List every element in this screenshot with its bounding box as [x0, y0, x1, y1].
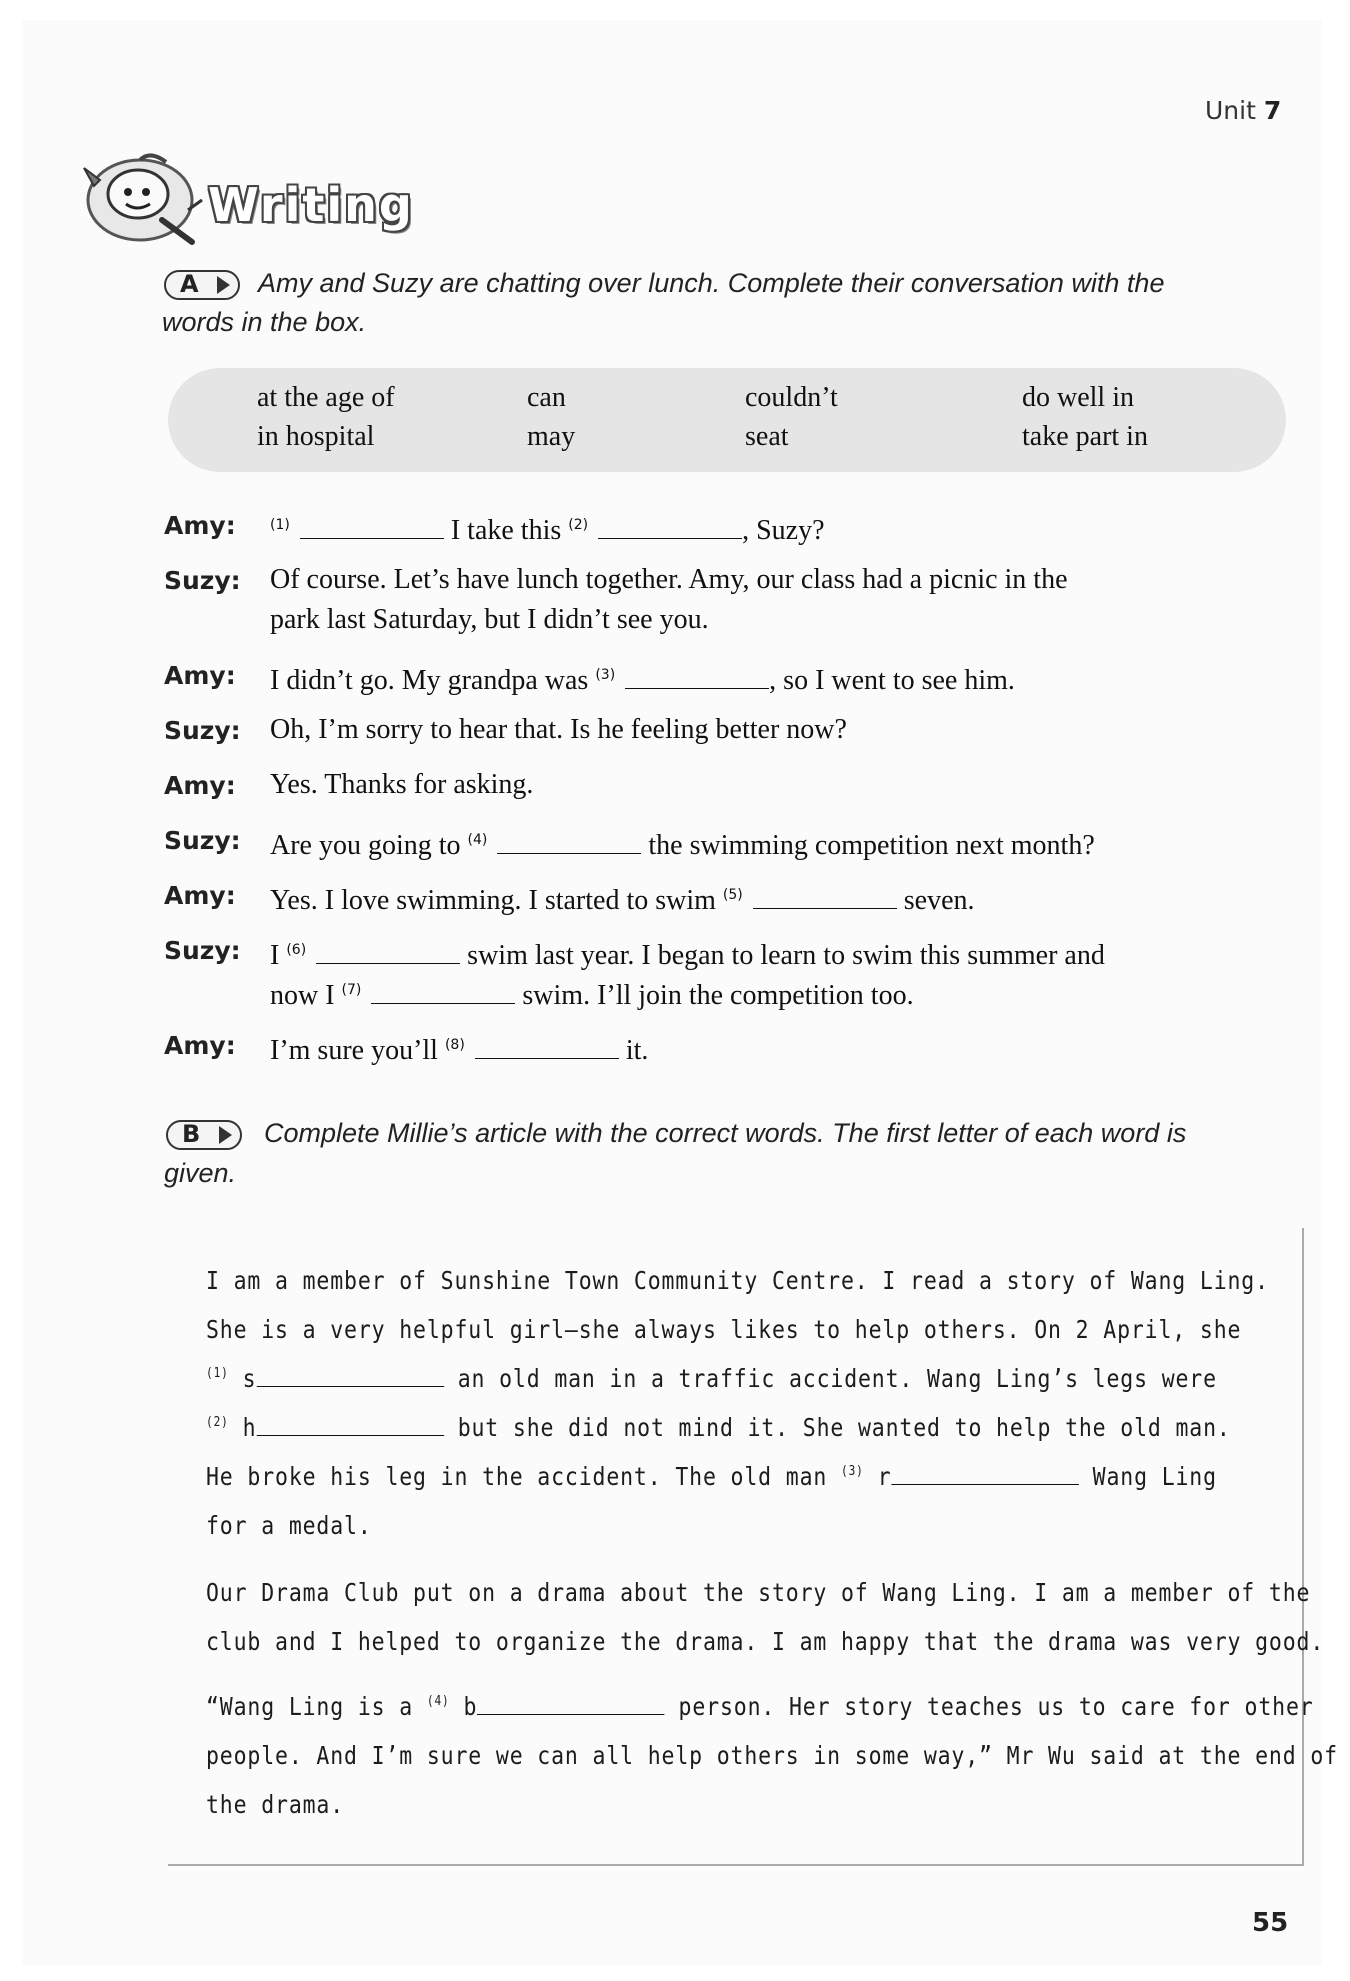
answer-blank-3[interactable]: [625, 666, 769, 689]
article-line: the drama.: [206, 1790, 345, 1819]
article-line: He broke his leg in the accident. The old man $^{(3)}$ r Wang Ling: [206, 1462, 1217, 1491]
speaker-label: Amy:: [164, 881, 236, 910]
article-line: people. And I’m sure we can all help others in some way,” Mr Wu said at the end of: [206, 1741, 1338, 1770]
speaker-label: Amy:: [164, 771, 236, 800]
word-item: do well in: [1022, 382, 1134, 413]
part-a-tag: A: [164, 270, 240, 300]
word-item: may: [527, 421, 576, 452]
article-line: She is a very helpful girl—she always likes to help others. On 2 April, she: [206, 1315, 1242, 1344]
part-b-tag: B: [166, 1120, 242, 1150]
dialogue-line: I didn’t go. My grandpa was $^{(3)}$ , so I went to see him.: [270, 665, 1015, 696]
dialogue-line: park last Saturday, but I didn’t see you.: [270, 604, 709, 635]
dialogue-line: Are you going to $^{(4)}$ the swimming competition next month?: [270, 830, 1095, 861]
article-line: Our Drama Club put on a drama about the story of Wang Ling. I am a member of the: [206, 1578, 1311, 1607]
writing-mascot-icon: [80, 150, 206, 250]
speaker-label: Amy:: [164, 511, 236, 540]
part-a-instruction-line2: words in the box.: [162, 307, 367, 337]
word-item: in hospital: [257, 421, 375, 452]
article-line: club and I helped to organize the drama. I am happy that the drama was very good.: [206, 1627, 1325, 1656]
speaker-label: Suzy:: [164, 716, 241, 745]
dialogue-line: Of course. Let’s have lunch together. Amy, our class had a picnic in the: [270, 564, 1068, 595]
article-line: for a medal.: [206, 1511, 372, 1540]
answer-blank-1[interactable]: [300, 516, 444, 539]
article-blank-2[interactable]: [256, 1417, 443, 1436]
part-b-instruction-line2: given.: [164, 1158, 237, 1188]
answer-blank-4[interactable]: [497, 831, 641, 854]
word-item: take part in: [1022, 421, 1148, 452]
answer-blank-5[interactable]: [753, 886, 897, 909]
part-a-instruction-line1: Amy and Suzy are chatting over lunch. Complete their conversation with the: [258, 268, 1165, 298]
speaker-label: Suzy:: [164, 566, 241, 595]
article-blank-4[interactable]: [477, 1696, 664, 1715]
answer-blank-7[interactable]: [371, 981, 515, 1004]
answer-blank-8[interactable]: [475, 1036, 619, 1059]
word-item: seat: [745, 421, 789, 452]
article-blank-3[interactable]: [891, 1466, 1078, 1485]
word-item: couldn’t: [745, 382, 838, 413]
article-line: $^{(1)}$ s an old man in a traffic accident. Wang Ling’s legs were: [206, 1364, 1217, 1393]
dialogue-line: Oh, I’m sorry to hear that. Is he feeling better now?: [270, 714, 847, 745]
word-item: at the age of: [257, 382, 395, 413]
article-line: “Wang Ling is a $^{(4)}$ b person. Her story teaches us to care for other: [206, 1692, 1314, 1721]
article-line: I am a member of Sunshine Town Community Centre. I read a story of Wang Ling.: [206, 1266, 1269, 1295]
dialogue-line: Yes. I love swimming. I started to swim $^{(5)}$ seven.: [270, 885, 975, 916]
answer-blank-2[interactable]: [598, 516, 742, 539]
article-line: $^{(2)}$ h but she did not mind it. She wanted to help the old man.: [206, 1413, 1231, 1442]
part-b-instruction-line1: Complete Millie’s article with the correct words. The first letter of each word is: [264, 1118, 1187, 1148]
page-number: 55: [1252, 1908, 1289, 1938]
speaker-label: Suzy:: [164, 936, 241, 965]
dialogue-line: I $^{(6)}$ swim last year. I began to learn to swim this summer and: [270, 940, 1105, 971]
speaker-label: Suzy:: [164, 826, 241, 855]
dialogue-line: Yes. Thanks for asking.: [270, 769, 534, 800]
dialogue-line: now I $^{(7)}$ swim. I’ll join the competition too.: [270, 980, 914, 1011]
answer-blank-6[interactable]: [316, 941, 460, 964]
section-title: Writing: [208, 178, 414, 232]
unit-label: Unit 7: [1205, 96, 1282, 125]
word-item: can: [527, 382, 566, 413]
speaker-label: Amy:: [164, 661, 236, 690]
dialogue-line: I’m sure you’ll $^{(8)}$ it.: [270, 1035, 649, 1066]
speaker-label: Amy:: [164, 1031, 236, 1060]
article-blank-1[interactable]: [256, 1368, 443, 1387]
dialogue-line: $^{(1)}$ I take this $^{(2)}$ , Suzy?: [270, 515, 825, 546]
